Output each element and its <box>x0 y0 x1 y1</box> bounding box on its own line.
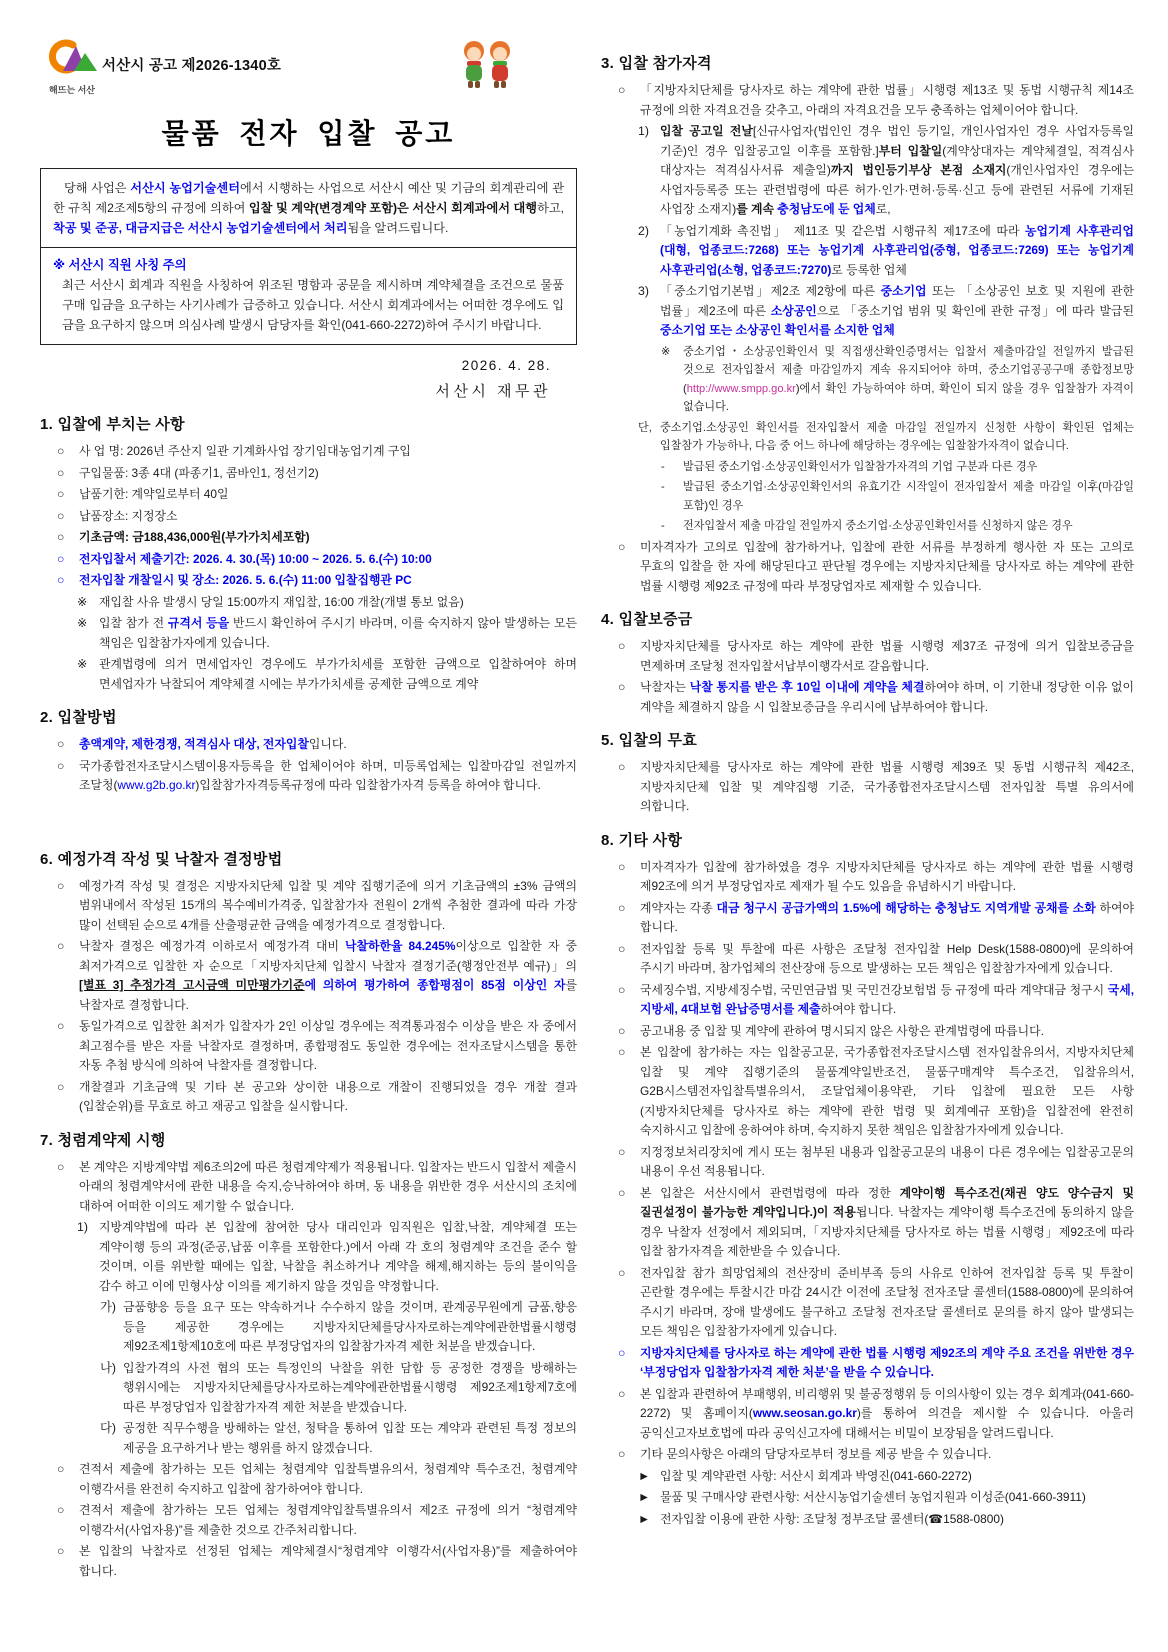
item-text <box>660 1510 1134 1530</box>
list-item <box>40 1542 577 1581</box>
item-marker: 1) <box>638 124 649 138</box>
text-segment: 전자입찰서 제출 마감일 전일까지 중소기업·소상공인확인서를 신청하지 않은 경우 <box>683 520 1073 532</box>
text-segment: 입찰 및 계약관련 사항: 서산시 회계과 박영진(041-660-2272) <box>660 1468 972 1483</box>
item-marker: ○ <box>57 1159 65 1174</box>
list-item <box>601 343 1134 417</box>
item-marker: ○ <box>618 1144 626 1159</box>
item-marker: 단, <box>638 421 652 434</box>
item-text <box>683 343 1134 417</box>
text-segment: 물품 및 구매사양 관련사항: 서산시농업기술센터 농업지원과 이성준(041-660-3911) <box>660 1490 1086 1504</box>
text-segment: 총액계약, 제한경쟁, 적격심사 대상, 전자입찰 <box>79 737 309 751</box>
text-segment: 국가종합전자조달시스템이용자등록을 한 업체이어야 하며, 미등록업체는 입찰마감일 전일까지 조달청( <box>79 758 577 792</box>
text-segment: 기초금액: 금188,436,000원(부가가치세포함) <box>79 530 310 544</box>
notice-delegation-paragraph <box>41 169 576 247</box>
text-segment: [신규사업자(법인인 경우 법인 등기일, 개인사업자인 경우 사업자등록일 기준)인 경우 입찰공고일 이후를 포함함.] <box>660 124 1134 158</box>
item-marker: ○ <box>618 1023 626 1038</box>
item-marker: ○ <box>618 83 626 97</box>
item-marker: ○ <box>618 900 626 915</box>
section-heading-s7: 7. 청렴계약제 시행 <box>40 1131 166 1149</box>
text-segment: 지방계약법에 따라 본 입찰에 참여한 당사 대리인과 임직원은 입찰,낙찰, 계약체결 또는 계약이행 등의 과정(준공,납품 이후를 포함한다.)에서 아래 각 호의 청렴계약 조건을 준수 할 것이며, 이를 위반할 때에는 입찰, 낙찰을 취소하거나 계약을 해제,해지하는 등의 불이익을 감수 하고 이에 민형사상 이의를 제기하지 않을 것임을 약정합니다. <box>99 1220 577 1293</box>
item-text <box>640 1022 1134 1042</box>
list-item <box>601 1488 1134 1508</box>
item-text <box>79 1542 577 1581</box>
item-marker: ○ <box>618 859 626 874</box>
section-s8 <box>601 829 1134 1530</box>
text-segment: 입니다. <box>308 737 347 751</box>
list-item <box>601 1445 1134 1465</box>
list-item <box>601 222 1134 281</box>
item-text <box>79 485 577 505</box>
notice-warning-body <box>53 275 564 335</box>
mascots-illustration <box>459 38 515 90</box>
item-marker: ○ <box>618 760 626 774</box>
item-marker: ○ <box>57 939 65 953</box>
item-text <box>640 1043 1134 1141</box>
text-segment: 하고, <box>537 201 564 215</box>
mascot2-legs <box>501 81 506 88</box>
item-text <box>640 758 1134 817</box>
section-heading-s8: 8. 기타 사항 <box>601 831 683 849</box>
text-segment: 재입찰 사유 발생시 당일 15:00까지 재입찰, 16:00 개찰(개별 통보 없음) <box>99 594 464 609</box>
item-text <box>640 981 1134 1020</box>
item-text <box>79 1017 577 1076</box>
item-text <box>660 1488 1134 1508</box>
item-marker: ○ <box>57 1503 65 1517</box>
list-item <box>601 1467 1134 1487</box>
item-text <box>123 1359 577 1418</box>
document-header <box>40 38 577 100</box>
text-segment: 하여야 하며, 이 기한내 정당한 이유 없이 계약을 체결하지 않을 시 입찰보증금을 우리시에 납부하여야 합니다. <box>640 680 1135 714</box>
list-item <box>40 528 577 548</box>
item-text <box>79 735 577 755</box>
item-text <box>123 1419 577 1458</box>
text-segment: 공고내용 중 입찰 및 계약에 관하여 명시되지 않은 사항은 관계법령에 따릅니다. <box>640 1023 1044 1038</box>
item-text <box>640 1445 1134 1465</box>
list-item <box>601 1143 1134 1182</box>
list-item <box>40 1017 577 1076</box>
text-segment: 로, <box>875 202 891 216</box>
text-segment: 입찰 공고일 전날 <box>660 124 753 138</box>
text-segment: 개찰결과 기초금액 및 기타 본 공고와 상이한 내용으로 개찰이 진행되었을 경우 개찰 결과(입찰순위)를 무효로 하고 재공고 입찰을 실시합니다. <box>79 1079 577 1113</box>
text-segment: 낙찰자 결정은 예정가격 이하로서 예정가격 대비 <box>79 939 346 953</box>
item-text <box>79 877 577 936</box>
text-segment: (계약상대자는 계약체결일, 적격심사 대상자는 적격심사서류 제출일) <box>660 143 1134 177</box>
item-marker: - <box>661 520 665 532</box>
text-segment: 「농업기계화 촉진법」 제11조 및 같은법 시행규칙 제17조에 따라 <box>660 223 1026 238</box>
item-marker: ► <box>638 1511 651 1526</box>
section-s5 <box>601 729 1134 817</box>
list-item <box>40 877 577 936</box>
text-segment: 계약이행 특수조건(채권 양도 양수금지 및 질권설정이 불가능한 계약입니다.)이 적용 <box>640 1185 1134 1219</box>
item-text <box>79 528 577 548</box>
item-text <box>660 122 1134 220</box>
mascot1-legs <box>475 81 480 88</box>
item-marker: ○ <box>57 573 65 587</box>
section-heading-s6: 6. 예정가격 작성 및 낙찰자 결정방법 <box>40 850 283 868</box>
text-segment: 본 입찰에 참가하는 자는 입찰공고문, 국가종합전자조달시스템 전자입찰유의서, 지방자치단체 입찰 및 계약 집행기준의 물품계약일반조건, 물품구매계약 특수조건, 입찰유의서, G2B시스템전자입찰특별유의서, 조달업체이용약관, 기타 입찰에 필요한 모든 사항(지방자치단체를 당사자로 하는 계약에 관한 법령 및 회계예규 포함)을 입찰전에 완전히 숙지하시고 입찰에 응하여야 하며, 숙지하지 못한 책임은 입찰참가자에게 있습니다. <box>640 1045 1134 1137</box>
text-segment: 지방자치단체를 당사자로 하는 계약에 관한 법률 시행령 제92조의 계약 주요 조건을 위반한 경우 ‘부정당업자 입찰참가자격 제한 처분’을 받을 수 있습니다. <box>640 1345 1134 1379</box>
list-item <box>40 1419 577 1458</box>
text-segment: www.seosan.go.kr <box>752 1406 857 1420</box>
text-segment: 중소기업 또는 소상공인 확인서를 소지한 업체 <box>660 323 895 337</box>
text-segment: 지방자치단체를 당사자로 하는 계약에 관한 법률 시행령 제39조 및 동법 시행규칙 제42조, 지방자치단체 입찰 및 계약집행 기준, 국가종합전자조달시스템 전자입찰 특별 유의서에 의합니다. <box>640 760 1134 813</box>
list-item <box>40 593 577 613</box>
list-item <box>601 678 1134 717</box>
item-marker: ○ <box>57 758 65 773</box>
item-marker: ○ <box>57 508 65 523</box>
list-item <box>601 282 1134 341</box>
text-segment: 충청남도에 둔 업체 <box>777 202 876 216</box>
text-segment: 로 등록한 업체 <box>831 262 907 277</box>
section-s4 <box>601 608 1134 717</box>
item-marker: ○ <box>57 1462 65 1476</box>
right-column <box>601 38 1134 1632</box>
item-text <box>660 1467 1134 1487</box>
text-segment: 규격서 등을 <box>167 616 230 630</box>
text-segment: 낙찰 통지를 받은 후 10일 이내에 계약을 체결 <box>689 680 925 694</box>
mascot1-face <box>467 47 481 61</box>
text-segment: [별표 3] 추정가격 고시금액 미만평가기준 <box>79 978 305 992</box>
item-text <box>683 478 1134 515</box>
text-segment: 공정한 직무수행을 방해하는 알선, 청탁을 통하여 입찰 또는 계약과 관련된 특정 정보의 제공을 요구하거나 받는 행위를 하지 않겠습니다. <box>122 1421 577 1455</box>
list-item <box>40 1501 577 1540</box>
list-item <box>601 899 1134 938</box>
text-segment: 발급된 중소기업·소상공인확인서의 유효기간 시작일이 전자입찰서 제출 마감일 이후(마감일 포함)인 경우 <box>683 481 1134 512</box>
list-item <box>40 1158 577 1217</box>
list-item <box>40 1218 577 1296</box>
item-text <box>640 678 1134 717</box>
item-marker: ○ <box>57 487 65 501</box>
item-marker: ○ <box>618 539 626 554</box>
item-text <box>640 1264 1134 1342</box>
list-item <box>601 478 1134 515</box>
text-segment: 전자입찰 개찰일시 및 장소: 2026. 5. 6.(수) 11:00 입찰집행관 PC <box>79 573 412 587</box>
text-segment: 구입물품: 3종 4대 (파종기1, 콤바인1, 정선기2) <box>79 465 319 480</box>
list-item <box>601 981 1134 1020</box>
item-text <box>79 442 577 462</box>
list-item <box>40 550 577 570</box>
item-marker: ○ <box>57 530 65 544</box>
item-text <box>640 538 1134 597</box>
text-segment: 본 입찰의 낙찰자로 선정된 업체는 계약체결시“청렴계약 이행각서(사업자용)”를 제출하여야 합니다. <box>79 1544 577 1578</box>
section-heading-s5: 5. 입찰의 무효 <box>601 732 697 749</box>
item-marker: ○ <box>618 680 626 694</box>
text-segment: )입찰참가자격등록규정에 따라 입찰참가자격 등록을 하여야 합니다. <box>195 778 541 792</box>
text-segment: 사 업 명: 2026년 주산지 일관 기계화사업 장기임대농업기계 구입 <box>79 444 411 458</box>
text-segment: 대금 청구시 공급가액의 1.5%에 해당하는 충청남도 지역개발 공채를 소화 <box>716 900 1096 915</box>
item-text <box>79 571 577 591</box>
text-segment: 본 입찰은 서산시에서 관련법령에 따라 정한 <box>640 1185 900 1200</box>
text-segment: (개인사업자인 경우에는 사업자등록증 또는 관련법령에 따른 허가·인가·면허·등록·신고 등에 관련된 서류에 기재된 사업장 소재지) <box>660 163 1135 216</box>
item-marker: ※ <box>77 616 88 630</box>
text-segment: 예정가격 작성 및 결정은 지방자치단체 입찰 및 계약 집행기준에 의거 기초금액의 ±3% 금액의 범위내에서 작성된 15개의 복수예비가격중, 입찰참가자 전원이 2개씩 추첨한 결과에 따라 가장 많이 선택된 순으로 4개를 산출평균한 금액을 예정가격으로 결정합니다. <box>79 878 577 932</box>
item-marker: - <box>661 460 665 473</box>
item-text <box>79 757 577 796</box>
list-item <box>601 1510 1134 1530</box>
text-segment: )를 통하여 의견을 제시할 수 있습니다. 아울러 공익신고자보호법에 따라 공익신고자에 대해서는 비밀이 보장됨을 알려드립니다. <box>640 1406 1134 1440</box>
text-segment: 또는 「소상공인 보호 및 지원에 관한 법률」제2조에 따른 <box>660 284 1134 318</box>
list-item <box>40 1078 577 1117</box>
item-text <box>99 593 577 613</box>
item-marker: ○ <box>618 1447 626 1461</box>
text-segment: 이상으로 입찰한 자 중 최저가격으로 입찰한 자 순으로「지방자치단체 입찰시 낙찰자 결정기준(행정안전부 예규)」의 <box>79 939 577 973</box>
text-segment: 「지방자치단체를 당사자로 하는 계약에 관한 법률」시행령 제13조 및 동법 시행규칙 제14조 규정에 의한 자격요건을 갖추고, 아래의 자격요건을 모두 충족하는 업체이어야 합니다. <box>640 83 1134 117</box>
seosan-logo-icon <box>43 38 101 80</box>
text-segment: ※ 서산시 직원 사칭 주의 <box>53 258 187 272</box>
item-text <box>79 1078 577 1117</box>
signer: 서산시 재무관 <box>435 383 551 400</box>
mascot2-body <box>492 65 508 81</box>
list-item <box>601 858 1134 897</box>
text-segment: 입찰 및 계약(변경계약 포함)은 서산시 회계과에서 대행 <box>248 201 538 215</box>
item-marker: 다) <box>100 1421 116 1435</box>
text-segment: 국세징수법, 지방세징수법, 국민연금법 및 국민건강보험법 등 규정에 따라 계약대금 청구시 <box>640 982 1108 997</box>
item-marker: 나) <box>100 1360 116 1375</box>
page-title: 물품 전자 입찰 공고 <box>161 118 456 149</box>
item-marker: ○ <box>57 465 65 480</box>
list-item <box>601 1022 1134 1042</box>
item-marker: ○ <box>618 639 626 653</box>
item-text <box>640 940 1134 979</box>
list-item <box>601 81 1134 120</box>
item-marker: ※ <box>77 594 88 609</box>
item-marker: 2) <box>638 223 649 238</box>
item-text <box>640 1344 1134 1383</box>
left-sections <box>40 413 577 1581</box>
item-marker: 가) <box>100 1300 116 1314</box>
item-marker: - <box>661 481 665 493</box>
section-s2 <box>40 706 577 796</box>
mascot1-body <box>466 65 482 81</box>
text-segment: 금품향응 등을 요구 또는 약속하거나 수수하지 않을 것이며, 관계공무원에게 금품,향응 등을 제공한 경우에는 지방자치단체를당사자로하는계약에관한법률시행령 제92조제1항제10호에 따른 부정당업자의 입찰참가자격 제한 처분을 받겠습니다. <box>122 1300 577 1353</box>
text-segment: 에 의하여 평가하여 종합평점이 85점 이상인 자 <box>304 978 566 992</box>
text-segment: 「중소기업기본법」제2조 제2항에 따른 <box>660 284 881 298</box>
text-segment: 입찰 참가 전 <box>99 616 168 630</box>
text-segment: 됨을 알려드립니다. <box>347 221 449 235</box>
text-segment: 반드시 확인하여 주시기 바라며, 이를 숙지하지 않아 발생하는 모든 책임은 입찰참가자에게 있습니다. <box>99 616 578 650</box>
section-s6 <box>40 848 577 1117</box>
section-s3 <box>601 52 1134 596</box>
text-segment: 미자격자가 입찰에 참가하였을 경우 지방자치단체를 당사자로 하는 계약에 관한 법률 시행령 제92조에 의거 부정당업자로 제재가 될 수도 있음을 유념하시기 바랍니다. <box>640 859 1134 893</box>
announcement-number: 서산시 공고 제2026-1340호 <box>102 58 282 74</box>
text-segment: 관계법령에 의거 면세업자인 경우에도 부가가치세를 포함한 금액으로 입찰하여야 하며 면세업자가 낙찰되어 계약체결 시에는 부가가치세를 공제한 금액으로 계약 <box>99 657 577 691</box>
item-text <box>640 81 1134 120</box>
text-segment: 지정정보처리장치에 게시 또는 첨부된 내용과 입찰공고문의 내용이 다른 경우에는 입찰공고문의 내용이 우선 적용됩니다. <box>640 1144 1134 1178</box>
text-segment: 됩니다. 낙찰자는 계약이행 특수조건에 동의하지 않을 경우 낙찰자 선정에서 제외되며,「지방자치단체를 당사자로 하는 법률 시행령」제92조에 따라 입찰 참가자격을 제한받을 수 있습니다. <box>640 1205 1134 1258</box>
text-segment: 중소기업 <box>880 284 927 298</box>
text-segment: 입찰가격의 사전 협의 또는 특정인의 낙찰을 위한 담합 등 공정한 경쟁을 방해하는 행위시에는 지방자치단체를당사자로하는계약에관한법률시행령 제92조제1항제7호에 따른 부정당업자 입찰참가자격 제한 처분을 받겠습니다. <box>122 1360 577 1414</box>
text-segment: 전자입찰 참가 희망업체의 전산장비 준비부족 등의 사유로 인하여 전자입찰 등록 및 투찰이 곤란할 경우에는 투찰시간 마감 24시간 이전에 조달청 전자조달 콜센터(1588-0800)에 문의하여 주시기 바라며, 장애 발생에도 불구하고 조달청 전자조달 콜센터로 문의를 하지 않아 발생되는 모든 책임은 입찰참가자에게 있습니다. <box>640 1265 1134 1338</box>
item-text <box>79 1501 577 1540</box>
list-item <box>40 937 577 1015</box>
section-heading-s3: 3. 입찰 참가자격 <box>601 55 712 72</box>
item-text <box>660 222 1134 281</box>
text-segment: 계약자는 각종 <box>640 900 717 915</box>
item-text <box>79 464 577 484</box>
list-item <box>601 1264 1134 1342</box>
item-marker: ※ <box>661 345 671 358</box>
list-item <box>40 571 577 591</box>
item-text <box>640 637 1134 676</box>
text-segment: 서산시 농업기술센터 <box>130 181 240 195</box>
text-segment: 를 낙찰자로 결정합니다. <box>79 978 577 1012</box>
text-segment: 으로 「중소기업 범위 및 확인에 관한 규정」에 따라 발급된 <box>816 303 1134 318</box>
mascot2-legs <box>494 81 499 88</box>
item-text <box>640 1143 1134 1182</box>
item-text <box>99 1218 577 1296</box>
text-segment: www.g2b.go.kr <box>117 778 196 792</box>
mascot1-legs <box>468 81 473 88</box>
list-item <box>40 655 577 694</box>
item-marker: ► <box>638 1468 651 1483</box>
item-text <box>79 550 577 570</box>
item-text <box>99 655 577 694</box>
notice-warning <box>41 247 576 344</box>
item-text <box>79 507 577 527</box>
item-text <box>640 1385 1134 1444</box>
list-item <box>40 1359 577 1418</box>
list-item <box>40 1460 577 1499</box>
text-segment: 하여야 합니다. <box>640 900 1135 934</box>
item-marker: ○ <box>57 1544 65 1558</box>
list-item <box>601 419 1134 456</box>
item-text <box>123 1298 577 1357</box>
list-item <box>40 485 577 505</box>
text-segment: 전자입찰 등록 및 투찰에 따른 사항은 조달청 전자입찰 Help Desk(1588-0800)에 문의하여 주시기 바라며, 참가업체의 전산장애 등으로 발생하는 모든 책임은 입찰참가자에게 있습니다. <box>640 941 1134 975</box>
text-segment: 견적서 제출에 참가하는 모든 업체는 청렴계약 입찰특별유의서, 청렴계약 특수조건, 청렴계약 이행각서를 완전히 숙지하고 입찰에 참가하여야 합니다. <box>79 1462 577 1496</box>
text-segment: 최근 서산시 회계과 직원을 사칭하여 위조된 명함과 공문을 제시하며 계약체결을 조건으로 물품구매 입금을 요구하는 사기사례가 급증하고 있습니다. 서산시 회계과에서는 어떠한 경우에도 입금을 요구하지 않으며 의심사례 발생시 담당자를 확인(041-660-2272)하여 주시기 바랍니다. <box>62 278 564 332</box>
text-segment: 본 계약은 지방계약법 제6조의2에 따른 청렴계약제가 적용됩니다. 입찰자는 반드시 입찰서 제출시 아래의 청렴계약서에 관한 내용을 숙지,승낙하여야 하며, 동 내용을 위반한 경우 서산시의 조치에 대하여 어떠한 이의도 제기할 수 없습니다. <box>79 1159 577 1213</box>
list-item <box>601 1344 1134 1383</box>
list-item <box>601 940 1134 979</box>
text-segment: )에서 확인 가능하여야 하며, 확인이 되지 않을 경우 입찰참가 자격이 없습니다. <box>683 382 1134 413</box>
list-item <box>601 1043 1134 1141</box>
list-item <box>601 458 1134 477</box>
list-item <box>40 442 577 462</box>
item-marker: ○ <box>618 982 626 997</box>
item-text <box>79 1460 577 1499</box>
item-marker: ► <box>638 1490 651 1504</box>
item-marker: ○ <box>57 551 65 566</box>
section-s7 <box>40 1129 577 1582</box>
list-item <box>601 1184 1134 1262</box>
text-segment: 착공 및 준공, 대금지급은 서산시 농업기술센터에서 처리 <box>53 221 348 235</box>
text-segment: 견적서 제출에 참가하는 모든 업체는 청렴계약입찰특별유의서 제2조 규정에 의거 “청렴계약 이행각서(사업자용)”를 제출한 것으로 간주처리합니다. <box>79 1503 577 1537</box>
text-segment: http://www.smpp.go.kr <box>686 382 796 395</box>
item-marker: ○ <box>57 737 65 751</box>
list-item <box>601 517 1134 536</box>
section-heading-s2: 2. 입찰방법 <box>40 709 117 726</box>
signature-block <box>40 358 577 401</box>
text-segment: 소상공인 <box>770 303 817 318</box>
list-item <box>40 1298 577 1357</box>
list-item <box>40 757 577 796</box>
text-segment: 납품장소: 지정장소 <box>79 508 178 523</box>
list-item <box>40 507 577 527</box>
text-segment: 하여야 합니다. <box>820 1002 897 1016</box>
left-column <box>40 38 577 1632</box>
item-marker: ※ <box>77 657 88 671</box>
item-marker: ○ <box>618 1265 626 1280</box>
text-segment: 전자입찰 이용에 관한 사항: 조달청 정부조달 콜센터(☎1588-0800) <box>660 1511 1004 1526</box>
list-item <box>601 758 1134 817</box>
list-item <box>601 538 1134 597</box>
item-text <box>683 458 1134 477</box>
item-text <box>660 419 1134 456</box>
item-text <box>640 858 1134 897</box>
item-marker: ○ <box>618 1185 626 1200</box>
text-segment: 미자격자가 고의로 입찰에 참가하거나, 입찰에 관한 서류를 부정하게 행사한 자 또는 고의로 무효의 입찰을 한 자에 해당된다고 판단될 경우에는 지방자치단체를 당사자로 하는 계약에 관한 법률 시행령 제92조 규정에 따라 부정당업자로 제재할 수 있습니다. <box>640 539 1134 593</box>
item-marker: ○ <box>618 941 626 956</box>
item-text <box>640 899 1134 938</box>
text-segment: 발급된 중소기업·소상공인확인서가 입찰참가자격의 기업 구분과 다른 경우 <box>683 460 1038 473</box>
item-marker: ○ <box>618 1345 626 1360</box>
text-segment: 낙찰하한율 84.245% <box>345 939 456 953</box>
text-segment: 납품기한: 계약일로부터 40일 <box>79 487 229 501</box>
mascot2-face <box>493 47 507 61</box>
text-segment: 농업기계 사후관리업(대형, 업종코드:7268) 또는 농업기계 사후관리업(중형, 업종코드:7269) 또는 농업기계 사후관리업(소형, 업종코드:7270) <box>660 223 1134 277</box>
item-text <box>79 1158 577 1217</box>
text-segment: 국세, 지방세, 4대보험 완납증명서를 제출 <box>640 982 1134 1016</box>
list-item <box>601 1385 1134 1444</box>
text-segment: 전자입찰서 제출기간: 2026. 4. 30.(목) 10:00 ~ 2026. 5. 6.(수) 10:00 <box>79 551 432 566</box>
item-text <box>683 517 1134 536</box>
item-marker: ○ <box>57 1079 65 1094</box>
item-text <box>640 1184 1134 1262</box>
text-segment: 낙찰자는 <box>640 680 690 694</box>
item-marker: ○ <box>57 878 65 893</box>
list-item <box>40 614 577 653</box>
text-segment: 동일가격으로 입찰한 최저가 입찰자가 2인 이상일 경우에는 적격통과점수 이상을 받은 자 중에서 최고점수를 받은 자를 낙찰자로 결정하며, 종합평점도 동일한 경우에는 전자조달시스템을 통한 자동 추첨 방식에 의하여 낙찰자를 결정합니다. <box>79 1019 577 1072</box>
announcement-date: 2026. 4. 28. <box>461 358 551 373</box>
list-item <box>40 735 577 755</box>
list-item <box>601 122 1134 220</box>
section-s1 <box>40 413 577 694</box>
text-segment: 본 입찰과 관련하여 부패행위, 비리행위 및 불공정행위 등 이의사항이 있는 경우 회계과(041-660-2272) 및 홈페이지( <box>640 1386 1134 1420</box>
list-item <box>40 464 577 484</box>
item-marker: 1) <box>77 1220 88 1234</box>
text-segment: 를 계속 <box>736 202 778 216</box>
item-marker: ○ <box>57 444 65 458</box>
item-marker: ○ <box>57 1019 65 1033</box>
item-marker: 3) <box>638 284 649 298</box>
notice-box <box>40 168 577 345</box>
text-segment: 중소기업.소상공인 확인서를 전자입찰서 제출 마감일 전일까지 신청한 사항이 확인된 업체는 입찰참가 가능하나, 다음 중 어느 하나에 해당하는 경우에는 입찰참가자격이 없습니다. <box>660 421 1134 452</box>
text-segment: 중소기업・소상공인확인서 및 직접생산확인증명서는 입찰서 제출마감일 전일까지 발급된 것으로 전자입찰서 제출 마감일까지 계속 유지되어야 하며, 중소기업공공구매 종합정보망( <box>683 345 1134 395</box>
seosan-city-logo <box>40 38 104 96</box>
item-text <box>99 614 577 653</box>
item-text <box>79 937 577 1015</box>
text-segment: 부터 입찰일 <box>878 143 943 158</box>
text-segment: 에서 시행하는 사업으로 서산시 예산 및 기금의 회계관리에 관한 규칙 제2조제5항의 규정에 의하여 <box>53 181 564 215</box>
list-item <box>601 637 1134 676</box>
logo-caption: 해뜨는 서산 <box>49 85 95 95</box>
text-segment: 당해 사업은 <box>64 181 131 195</box>
text-segment: 기타 문의사항은 아래의 담당자로부터 정보를 제공 받을 수 있습니다. <box>640 1447 992 1461</box>
section-heading-s1: 1. 입찰에 부치는 사항 <box>40 416 185 433</box>
item-text <box>660 282 1134 341</box>
item-marker: ○ <box>618 1045 626 1059</box>
notice-warning-title <box>53 255 564 273</box>
section-heading-s4: 4. 입찰보증금 <box>601 611 693 628</box>
text-segment: 까지 법인등기부상 본점 소재지 <box>830 163 1007 177</box>
text-segment: 지방자치단체를 당사자로 하는 계약에 관한 법률 시행령 제37조 규정에 의거 입찰보증금을 면제하며 조달청 전자입찰서납부이행각서로 갈음합니다. <box>640 639 1134 673</box>
item-marker: ○ <box>618 1386 626 1401</box>
